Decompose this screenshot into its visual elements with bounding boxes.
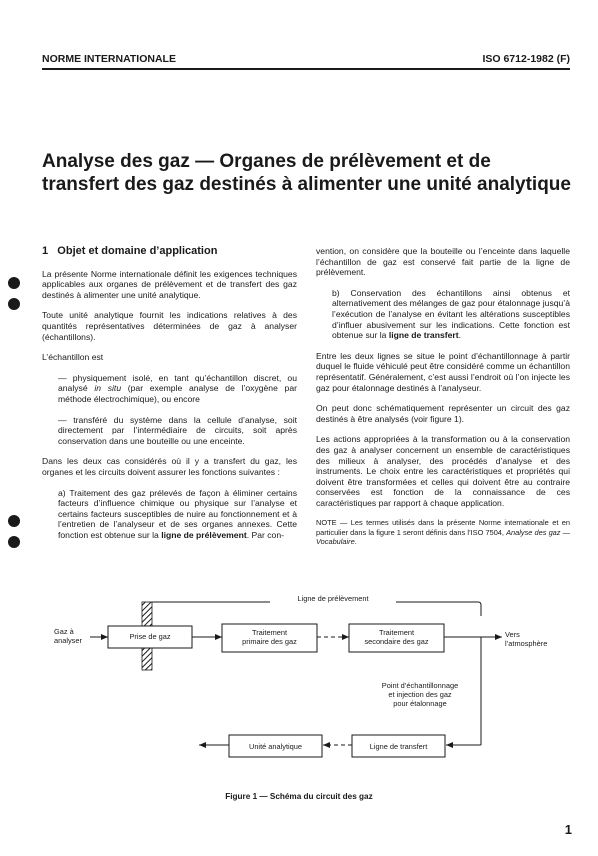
label-traitement-primaire: Traitement primaire des gaz [242, 628, 297, 646]
left-paragraph-2: Toute unité analytique fournit les indications relatives à des quantités représentatives déterminées de gaz à analyser (échantillons). [42, 310, 297, 342]
label-traitement-secondaire: Traitement secondaire des gaz [364, 628, 429, 646]
label-ligne-prelevement: Ligne de prélèvement [270, 594, 396, 603]
right-paragraph-1: vention, on considère que la bouteille ou l’enceinte dans laquelle l’échantillon de gaz est conservé fait partie de la ligne de prélèvement. [316, 246, 570, 278]
title-line-2: transfert des gaz destinés à alimenter une unité analytique [42, 174, 571, 195]
left-paragraph-1: La présente Norme internationale définit les exigences techniques applicables aux organes de prélèvement et de transfert des gaz destinés à alimenter une unité analytique. [42, 268, 297, 300]
page-number: 1 [564, 822, 572, 837]
list-item-1: — physiquement isolé, en tant qu’échantillon discret, ou analysé in situ (par exemple analyse de l’oxygène par méthode électrochimique), ou encore [58, 372, 297, 404]
left-paragraph-3: L’échantillon est [42, 352, 104, 363]
label-ligne-de-transfert: Ligne de transfert [369, 742, 428, 751]
section-title: Objet et domaine d’application [57, 245, 218, 257]
label-prise-de-gaz: Prise de gaz [129, 632, 171, 641]
header-left: NORME INTERNATIONALE [42, 53, 176, 65]
item-b: b) Conservation des échantillons ainsi obtenus et alternativement des mélanges de gaz pour étalonnage jusqu’à l’exécution de l’analyse en évitant les altérations susceptibles d’influer abusivement sur les indications. Cette fonction est obtenue sur la ligne de transfert. [332, 287, 570, 341]
label-point-echantillonnage: Point d’échantillonnage et injection des gaz pour étalonnage [381, 681, 459, 708]
item-a: a) Traitement des gaz prélevés de façon à éliminer certains facteurs d’influence chimique ou physique sur l’analyse et certains facteurs susceptibles de nuire au fonctionnement et à l’entretien de l’analyseur et de ses organes annexes. Cette fonction est obtenue sur la ligne de prélèvement. Par con- [58, 487, 297, 540]
label-vers-atmosphere: Vers l’atmosphère [505, 630, 548, 648]
title-line-1: Analyse des gaz — Organes de prélèvement et de [42, 151, 491, 172]
list-item-2: — transféré du système dans la cellule d’analyse, soit directement par l’intermédiaire de circuits, soit après conservation dans une bouteille ou une enceinte. [58, 414, 297, 446]
header-right: ISO 6712-1982 (F) [482, 53, 570, 65]
left-paragraph-4: Dans les deux cas considérés où il y a transfert du gaz, les organes et les circuits doivent assurer les fonctions suivantes : [42, 456, 297, 477]
right-paragraph-2: Entre les deux lignes se situe le point d’échantillonnage à partir duquel le fluide véhiculé peut être considéré comme un échantillon représentatif. Généralement, c’est aussi l’endroit où l’on injecte les gaz pour étalonnage destinés à l’analyseur. [316, 350, 570, 393]
right-paragraph-3: On peut donc schématiquement représenter un circuit des gaz destinés à être analysés (voir figure 1). [316, 403, 570, 424]
figure-caption: Figure 1 — Schéma du circuit des gaz [225, 792, 373, 801]
right-paragraph-4: Les actions appropriées à la transformation ou à la conservation des gaz à analyser concernent un ensemble de caractéristiques des milieux à analyser, des procédés d’analyse et des instruments. Le choix entre les caractéristiques et propriétés qui doivent être transformées et celles qui doivent être au contraire conservées est fonction de la connaissance de ces caractéristiques par rapport à chaque application. [316, 434, 570, 508]
note: NOTE — Les termes utilisés dans la présente Norme internationale et en particulier dans la figure 1 seront définis dans l’ISO 7504, Analyse des gaz — Vocabulaire. [316, 518, 570, 547]
label-unite-analytique: Unité analytique [248, 742, 302, 751]
label-gaz-a-analyser: Gaz à analyser [54, 627, 82, 645]
section-number: 1 [42, 245, 49, 257]
ligne-prelevement-bracket [150, 602, 481, 616]
